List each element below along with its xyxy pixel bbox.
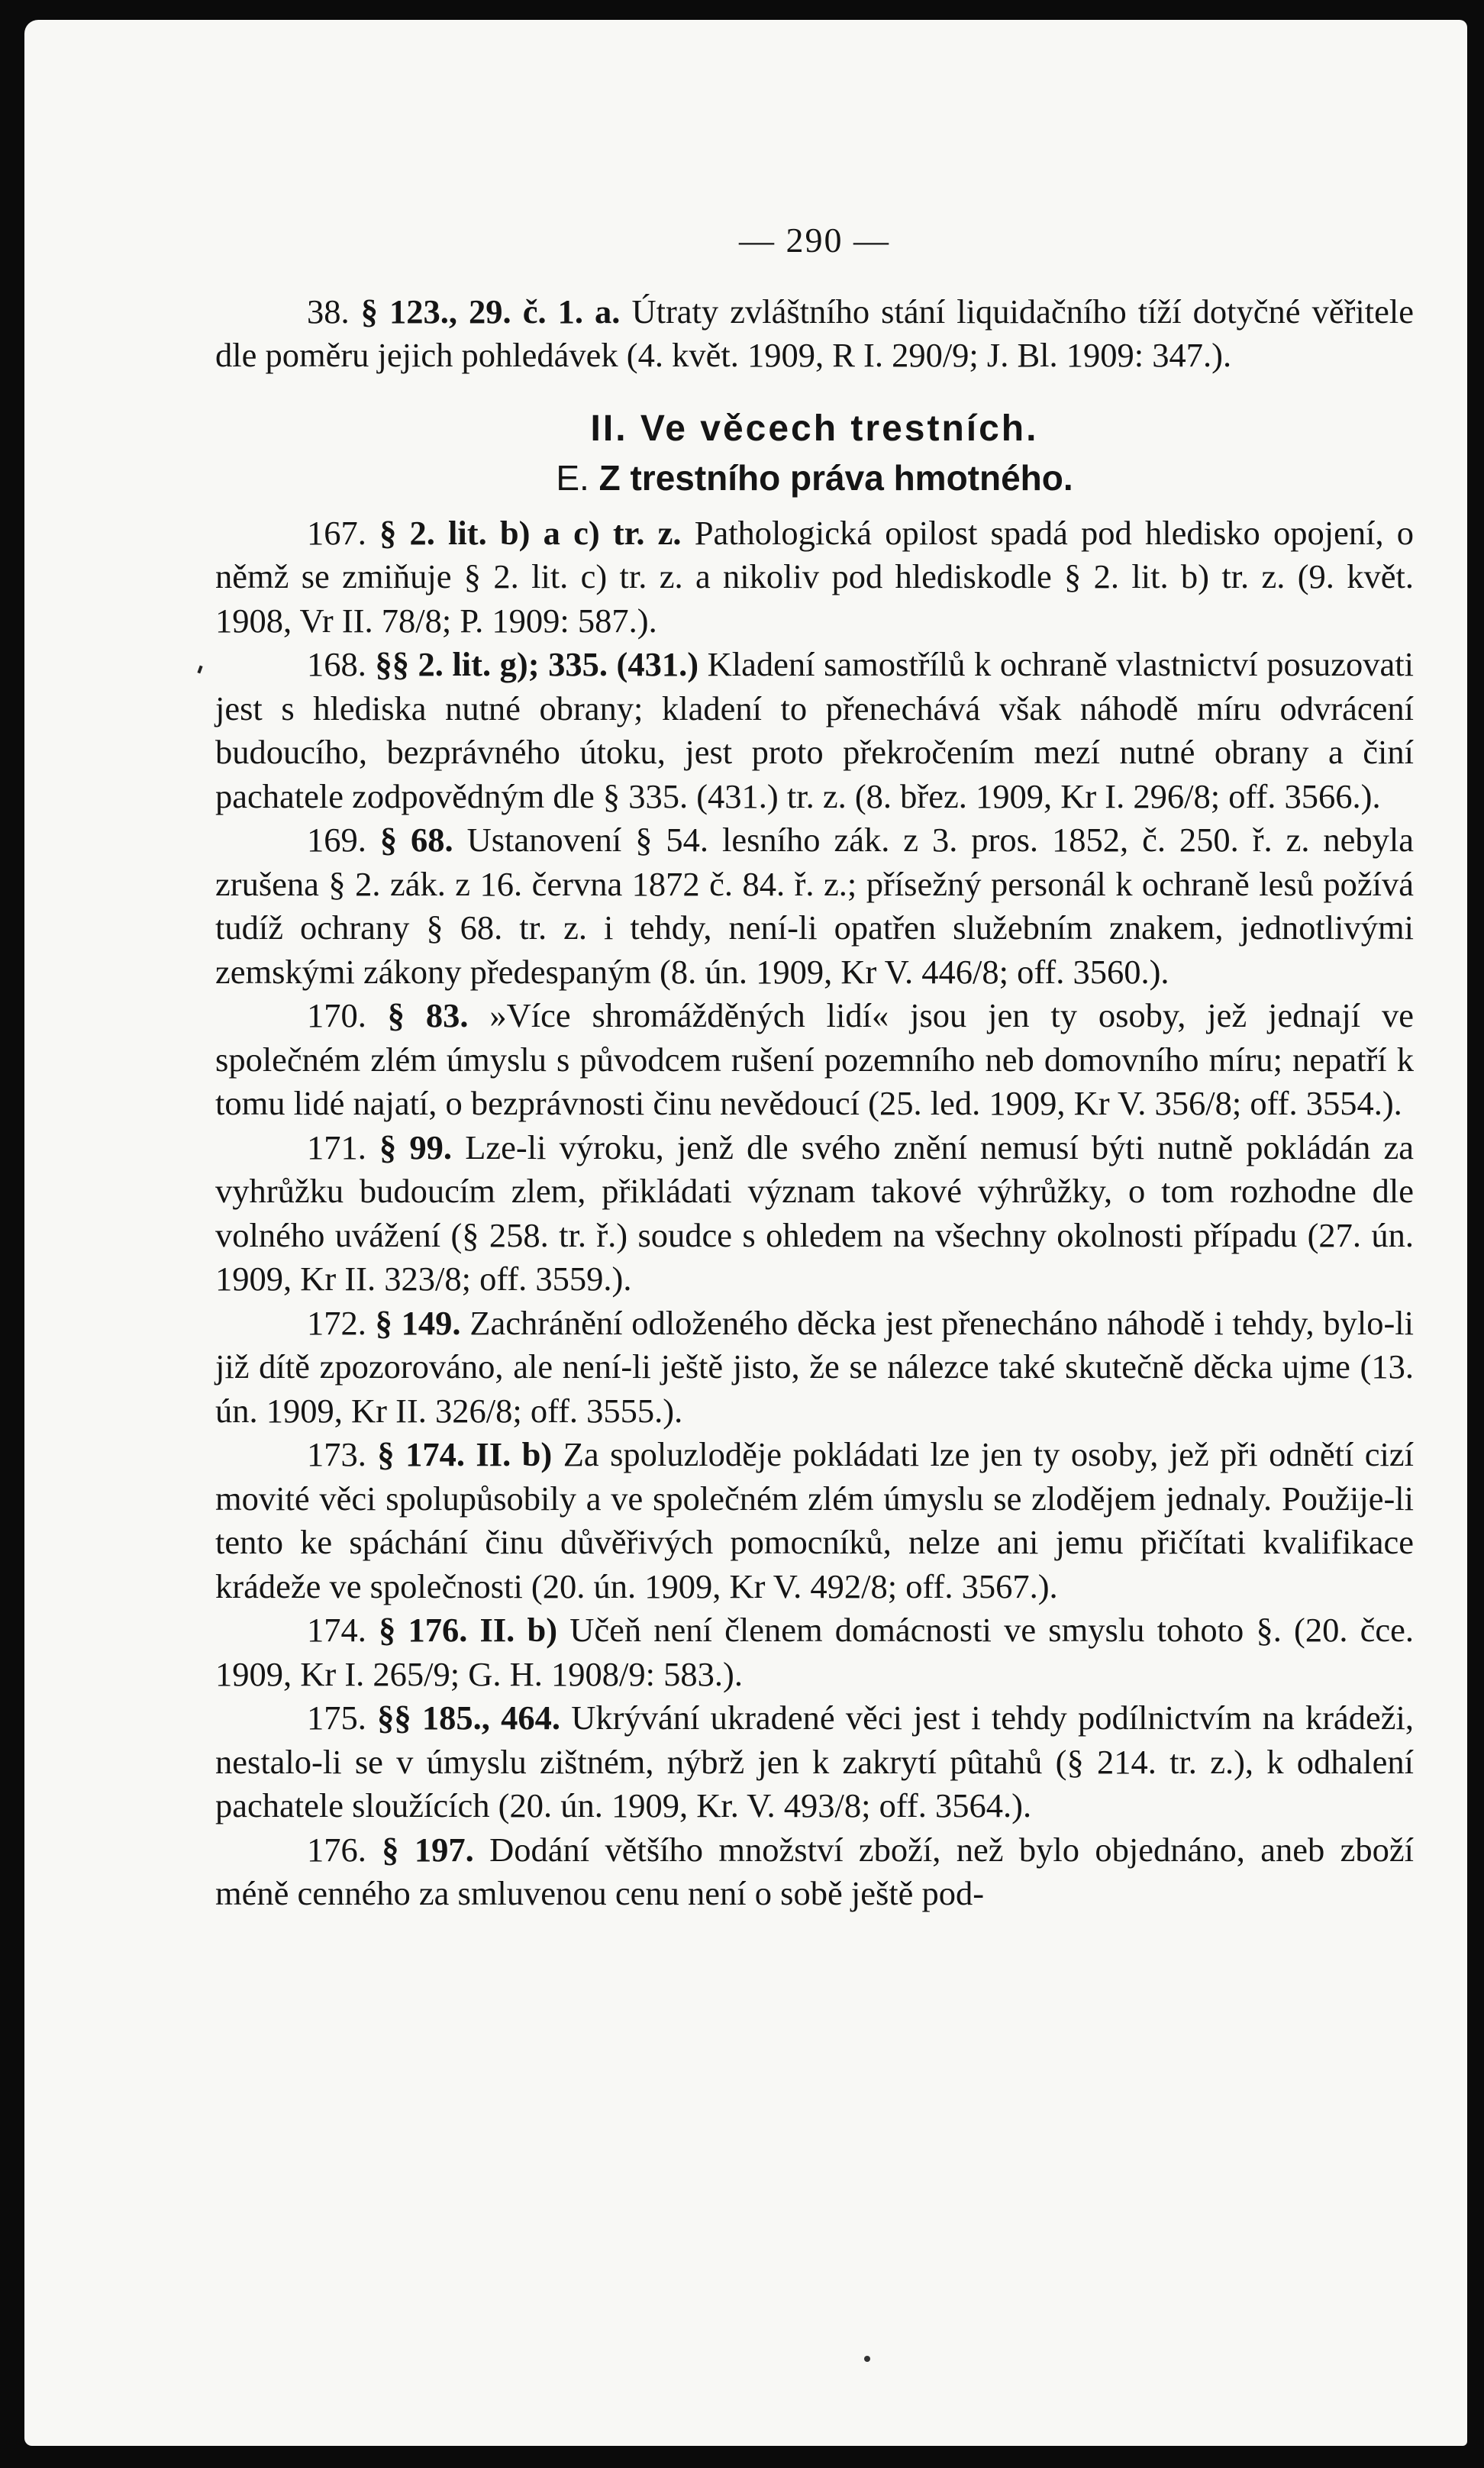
entry-reference: § 2. lit. b) a c) tr. z. — [379, 513, 682, 552]
entry-169 — [215, 818, 1414, 994]
entry-168 — [215, 643, 1414, 818]
entry-172 — [215, 1302, 1414, 1434]
entry-number: 175. — [307, 1699, 366, 1737]
entry-reference: § 99. — [379, 1128, 453, 1166]
entry-number: 170. — [307, 996, 366, 1034]
entry-reference: §§ 2. lit. g); 335. (431.) — [375, 645, 699, 683]
page-number: — 290 — — [739, 221, 890, 260]
subsection-name: Z trestního práva hmotného. — [598, 458, 1073, 498]
margin-tick-mark — [197, 666, 202, 674]
entry-171 — [215, 1126, 1414, 1302]
entry-reference: § 197. — [382, 1830, 474, 1869]
subsection-title — [215, 456, 1414, 501]
entry-text: Lze-li výroku, jenž dle svého znění nemusí býti nutně pokládán za vyhrůžku budoucím zlem, přikládati význam takové výhrůžky, o tom rozhodne dle volného uvážení (§ 258. tr. ř.) soudce s ohledem na všechny okolnosti případu (27. ún. 1909, Kr II. 323/8; off. 3559.). — [215, 1128, 1415, 1298]
entry-number: 174. — [307, 1611, 366, 1649]
entry-175 — [215, 1696, 1414, 1828]
entry-text: »Více shromážděných lidí« jsou jen ty osoby, jež jednají ve společném zlém úmyslu s původcem rušení pozemního neb domovního míru; nepatří k tomu lidé najatí, o bezprávnosti činu nevědoucí (25. led. 1909, Kr V. 356/8; off. 3554.). — [215, 996, 1414, 1122]
entry-reference: § 149. — [375, 1303, 461, 1342]
entry-176 — [215, 1828, 1414, 1916]
entry-number: 167. — [307, 513, 366, 552]
entry-reference: § 83. — [387, 996, 469, 1034]
entry-reference: § 176. II. b) — [379, 1611, 558, 1649]
entry-text: Učeň není členem domácnosti ve smyslu tohoto §. (20. čce. 1909, Kr I. 265/9; G. H. 1908/9: 583.). — [215, 1611, 1415, 1693]
entry-173 — [215, 1433, 1414, 1608]
entry-number: 172. — [307, 1303, 366, 1342]
entry-38 — [215, 290, 1414, 378]
entry-reference: § 174. II. b) — [377, 1435, 553, 1473]
entry-number: 168. — [307, 645, 366, 683]
entry-text: Za spoluzloděje pokládati lze jen ty osoby, jež při odnětí cizí movité věci spolupůsobily a ve společném zlém úmyslu se zlodějem jednaly. Použije-li tento ke spáchání činu důvěřivých pomocníků, nelze ani jemu přičítati kvalifikace krádeže ve společnosti (20. ún. 1909, Kr V. 492/8; off. 3567.). — [215, 1435, 1415, 1605]
entry-174 — [215, 1608, 1414, 1696]
entry-reference: §§ 185., 464. — [377, 1699, 560, 1737]
entry-text: Pathologická opilost spadá pod hledisko opojení, o němž se zmiňuje § 2. lit. c) tr. z. a nikoliv pod hlediskodle § 2. lit. b) tr. z. (9. květ. 1908, Vr II. 78/8; P. 1909: 587.). — [215, 513, 1415, 640]
entry-reference: § 123., 29. č. 1. a. — [360, 292, 621, 331]
entry-number: 171. — [307, 1128, 366, 1166]
speck-dot — [864, 2356, 870, 2362]
book-page — [24, 20, 1467, 2446]
entry-reference: § 68. — [379, 821, 453, 859]
subsection-prefix: E. — [556, 458, 589, 498]
entry-text: Ustanovení § 54. lesního zák. z 3. pros. 1852, č. 250. ř. z. nebyla zrušena § 2. zák. z 16. června 1872 č. 84. ř. z.; přísežný personál k ochraně lesů požívá tudíž ochrany § 68. tr. z. i tehdy, není-li opatřen služebním znakem, jednotlivými zemskými zákony předespaným (8. ún. 1909, Kr V. 446/8; off. 3560.). — [215, 821, 1415, 991]
entry-number: 176. — [307, 1830, 366, 1869]
entry-text: Ukrývání ukradené věci jest i tehdy podílnictvím na krádeži, nestalo-li se v úmyslu zištném, nýbrž jen k zakrytí pûtahů (§ 214. tr. z.), k odhalení pachatele sloužících (20. ún. 1909, Kr. V. 493/8; off. 3564.). — [215, 1699, 1415, 1824]
entry-170 — [215, 994, 1414, 1126]
entry-number: 169. — [307, 821, 366, 859]
entry-167 — [215, 511, 1414, 644]
page-text — [215, 218, 1414, 1916]
entry-text: Kladení samostřílů k ochraně vlastnictví posuzovati jest s hlediska nutné obrany; kladení to přenechává však náhodě míru odvrácení budoucího, bezprávného útoku, jest proto překročením mezí nutné obrany a činí pachatele zodpovědným dle § 335. (431.) tr. z. (8. břez. 1909, Kr I. 296/8; off. 3566.). — [215, 645, 1414, 815]
entry-text: Dodání většího množství zboží, než bylo objednáno, aneb zboží méně cenného za smluvenou cenu není o sobě ještě pod- — [215, 1830, 1414, 1912]
entry-text: Útraty zvláštního stání liquidačního tíží dotyčné věřitele dle poměru jejich pohledávek (4. květ. 1909, R I. 290/9; J. Bl. 1909: 347.). — [215, 292, 1414, 374]
entry-text: Zachránění odloženého děcka jest přenecháno náhodě i tehdy, bylo-li již dítě zpozorováno, ale není-li ještě jisto, že se nálezce také skutečně děcka ujme (13. ún. 1909, Kr II. 326/8; off. 3555.). — [215, 1303, 1415, 1430]
entry-number: 38. — [307, 292, 350, 331]
entry-number: 173. — [307, 1435, 366, 1473]
section-title: II. Ve věcech trestních. — [590, 408, 1039, 449]
